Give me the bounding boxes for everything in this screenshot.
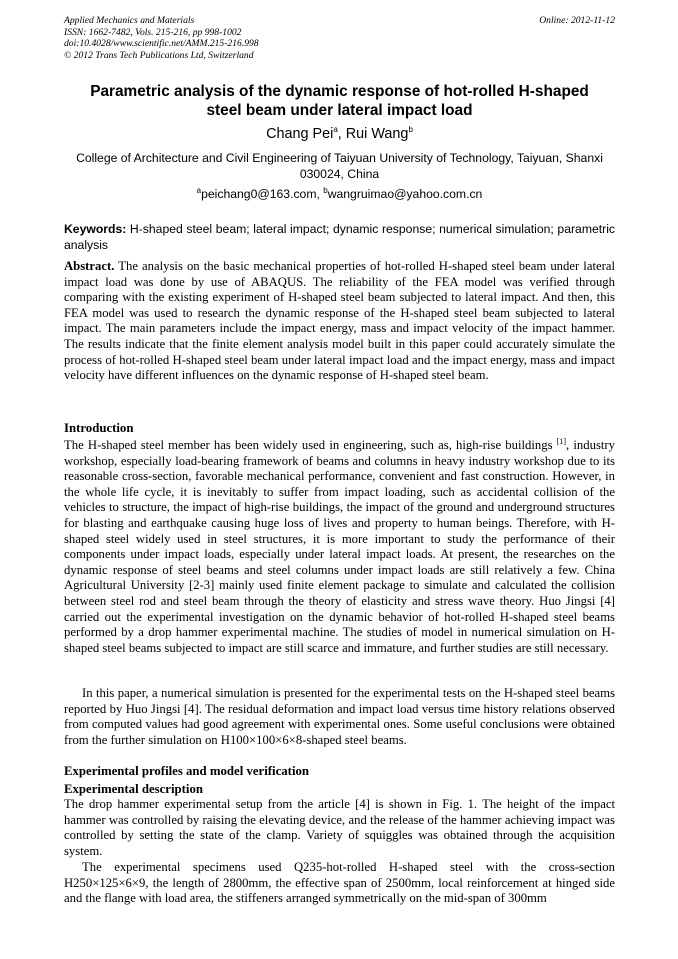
online-date: Online: 2012-11-12 [539, 15, 615, 26]
author-superscript: b [408, 125, 413, 135]
copyright-line: © 2012 Trans Tech Publications Ltd, Switzerland [64, 49, 254, 61]
citation-superscript: [1] [556, 436, 567, 446]
section-heading-introduction: Introduction [64, 421, 134, 435]
paragraph-text: The H-shaped steel member has been widely used in engineering, such as, high-rise buildings [64, 438, 557, 452]
paragraph-text: , industry workshop, especially load-bearing framework of beams and columns in heavy industry workshop due to its reasonable cross-section, favorable mechanical performance, convenient and fast construction. However, in the whole life cycle, it is inevitably to suffer from impact loading, such as accidental collision of the vehicles to structure, the impact of high-rise buildings, the impact of the ground and underground structures for blasting and earthquake causing huge loss of lives and property to human beings. Therefore, with H-shaped steel widely used in steel structures, it is more important to study the performance of their components under impact loads, especially under lateral impact loads. At present, the researches on the dynamic response of steel beams and steel columns under impact loads are still relatively a few. China Agricultural University [2-3] mainly used finite element package to simulate and calculated the collision between steel rod and steel beam through the theory of elasticity and stress wave theory. Huo Jingsi [4] carried out the experimental investigation on the dynamic behavior of hot-rolled H-shaped steel beams performed by a drop hammer experimental machine. The studies of model in numerical simulation on H-shaped steel beams subjected to impact are still scarce and immature, and further studies are still necessary. [64, 438, 615, 655]
author-name: Chang Pei [266, 126, 334, 142]
email-link: peichang0@163.com, [201, 187, 324, 201]
experimental-paragraph-1: The drop hammer experimental setup from the article [4] is shown in Fig. 1. The height of the impact hammer was controlled by raising the elevating device, and the release of the hammer achieving impact was controlled by setting the state of the clamp. Variety of squiggles was obtained through the acquisition system. [64, 797, 615, 858]
title-line-2: steel beam under lateral impact load [206, 102, 473, 119]
affiliation: College of Architecture and Civil Engineering of Taiyuan University of Technology, Taiyuan, Shanxi 030024, China [76, 151, 603, 181]
keywords-text: H-shaped steel beam; lateral impact; dynamic response; numerical simulation; parametric analysis [64, 222, 615, 252]
experimental-paragraph-2: The experimental specimens used Q235-hot-rolled H-shaped steel with the cross-section H250×125×6×9, the length of 2800mm, the effective span of 2500mm, local reinforcement at hinged side and the flange with load area, the stiffeners arranged symmetrically on the mid-span of 300mm [64, 860, 615, 906]
author-emails [64, 186, 615, 202]
journal-header [64, 15, 615, 61]
doi-line: doi:10.4028/www.scientific.net/AMM.215-216.998 [64, 38, 259, 50]
author-superscript: a [333, 125, 338, 135]
abstract-label: Abstract. [64, 259, 115, 273]
email-link: wangruimao@yahoo.com.cn [327, 187, 483, 201]
introduction-paragraph-1 [64, 438, 615, 656]
keywords-label: Keywords: [64, 222, 127, 236]
email-superscript: a [196, 185, 202, 195]
author-separator: , [337, 126, 346, 142]
section-heading-experimental: Experimental profiles and model verification [64, 764, 310, 778]
title-line-1: Parametric analysis of the dynamic response of hot-rolled H-shaped [90, 83, 589, 100]
journal-name: Applied Mechanics and Materials [64, 15, 195, 26]
issn-line: ISSN: 1662-7482, Vols. 215-216, pp 998-1002 [64, 26, 242, 38]
subsection-heading-experimental-description: Experimental description [64, 782, 203, 796]
email-superscript: b [323, 185, 328, 195]
author-list [64, 125, 615, 143]
abstract [64, 259, 615, 384]
author-name: Rui Wang [345, 126, 409, 142]
paper-title [64, 82, 615, 120]
keywords [64, 222, 615, 253]
introduction-paragraph-2: In this paper, a numerical simulation is presented for the experimental tests on the H-shaped steel beams reported by Huo Jingsi [4]. The residual deformation and impact load versus time history relations observed from computed values had good agreement with experimental ones. Some useful conclusions were obtained from the further simulation on H100×100×6×8-shaped steel beams. [64, 686, 615, 747]
abstract-text: The analysis on the basic mechanical properties of hot-rolled H-shaped steel beam under lateral impact load was done by use of ABAQUS. The reliability of the FEA model was verified through comparing with the existing experiment of H-shaped steel beam subjected to lateral impact. And then, this FEA model was used to research the dynamic response of the H-shaped steel beam subjected to lateral impact. The main parameters include the impact energy, mass and impact velocity of the impact hammer. The results indicate that the finite element analysis model built in this paper could accurately simulate the process of hot-rolled H-shaped steel beam under lateral impact load and the impact energy, mass and impact velocity have different influences on the dynamic response of H-shaped steel beam. [64, 259, 615, 383]
